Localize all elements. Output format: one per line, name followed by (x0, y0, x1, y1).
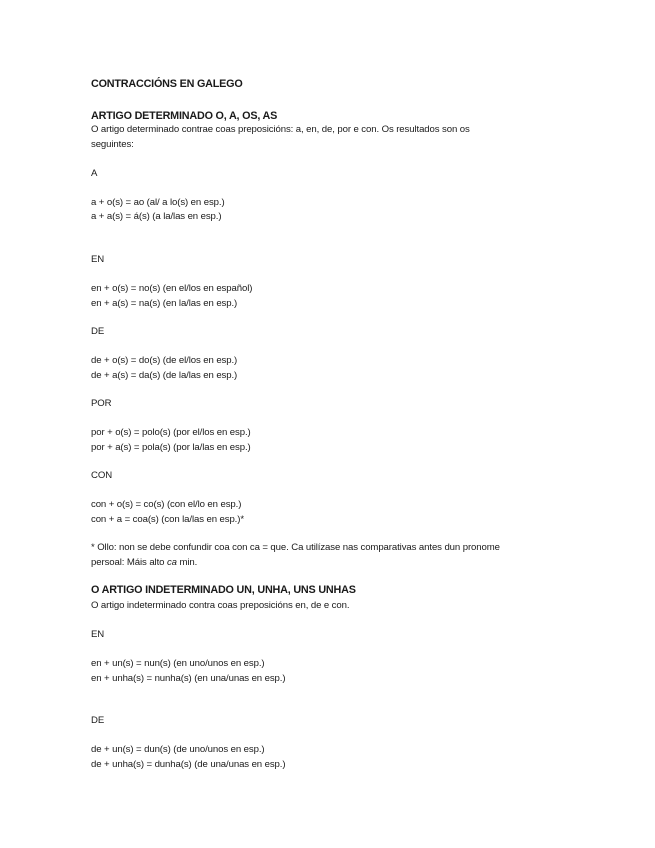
rule-line: por + a(s) = pola(s) (por la/las en esp.) (91, 442, 251, 453)
rule-line: de + unha(s) = dunha(s) (de una/unas en esp.) (91, 759, 286, 770)
rule-line: a + a(s) = á(s) (a la/las en esp.) (91, 211, 222, 222)
intro-text: O artigo indeterminado contra coas preposicións en, de e con. (91, 600, 350, 611)
note-text-italic: ca (166, 557, 177, 568)
note-text-prefix: persoal: Máis alto (91, 557, 167, 568)
rule-line: a + o(s) = ao (al/ a lo(s) en esp.) (91, 197, 225, 208)
note-text: * Ollo: non se debe confundir coa con ca = que. Ca utilízase nas comparativas antes dun pronome (91, 542, 500, 553)
document-title: CONTRACCIÓNS EN GALEGO (91, 78, 243, 90)
rule-line: en + a(s) = na(s) (en la/las en esp.) (91, 298, 238, 309)
group-label-de: DE (91, 715, 105, 726)
intro-text: O artigo determinado contrae coas preposicións: a, en, de, por e con. Os resultados son os (91, 124, 470, 135)
group-label-con: CON (91, 470, 113, 481)
rule-line: de + o(s) = do(s) (de el/los en esp.) (91, 355, 238, 366)
group-label-en: EN (91, 254, 105, 265)
group-label-a: A (91, 168, 98, 179)
group-label-en: EN (91, 629, 105, 640)
section-heading-determinado: ARTIGO DETERMINADO O, A, OS, AS (91, 110, 278, 122)
group-label-por: POR (91, 398, 112, 409)
group-label-de: DE (91, 326, 105, 337)
rule-line: en + un(s) = nun(s) (en uno/unos en esp.) (91, 658, 265, 669)
rule-line: en + unha(s) = nunha(s) (en una/unas en esp.) (91, 673, 286, 684)
section-heading-indeterminado: O ARTIGO INDETERMINADO UN, UNHA, UNS UNHAS (91, 584, 356, 596)
note-text-suffix: min. (176, 557, 198, 568)
intro-text: seguintes: (91, 139, 134, 150)
note-text (91, 557, 197, 569)
rule-line: con + o(s) = co(s) (con el/lo en esp.) (91, 499, 242, 510)
rule-line: en + o(s) = no(s) (en el/los en español) (91, 283, 253, 294)
rule-line: por + o(s) = polo(s) (por el/los en esp.) (91, 427, 251, 438)
rule-line: de + a(s) = da(s) (de la/las en esp.) (91, 370, 238, 381)
rule-line: con + a = coa(s) (con la/las en esp.)* (91, 514, 244, 525)
rule-line: de + un(s) = dun(s) (de uno/unos en esp.) (91, 744, 265, 755)
